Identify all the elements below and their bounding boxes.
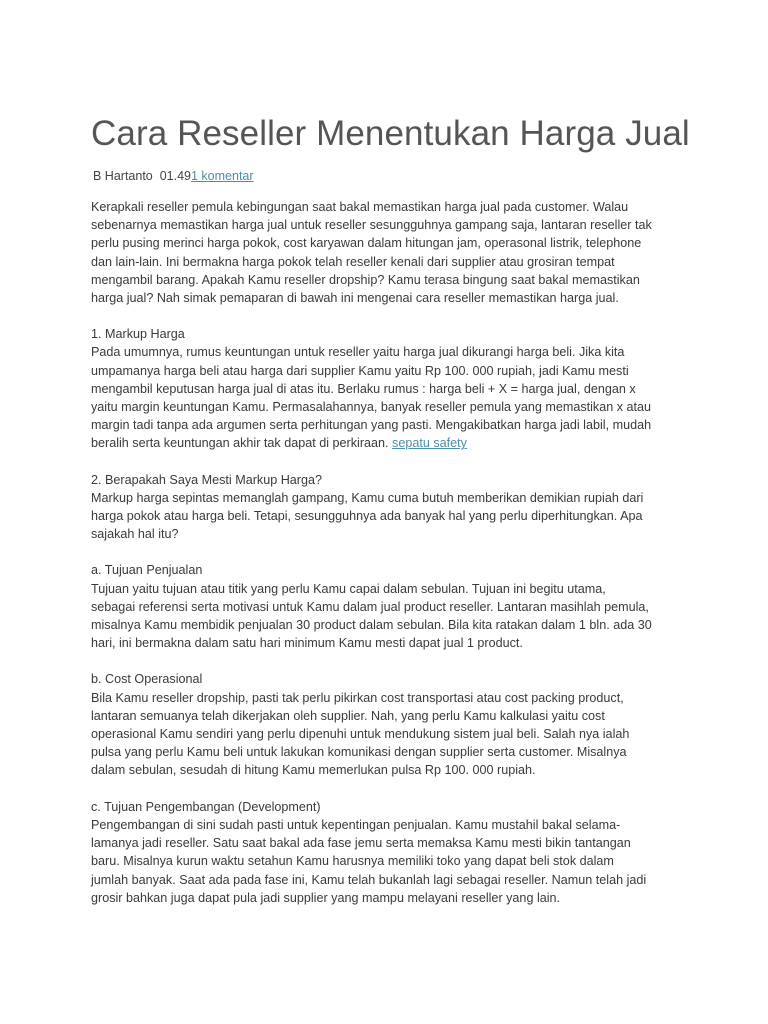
paragraph-cost-operasional [91, 670, 683, 779]
paragraph-markup-harga [91, 325, 683, 452]
post-meta [93, 168, 254, 184]
section-heading: 2. Berapakah Saya Mesti Markup Harga? [91, 472, 323, 487]
text-line: Bila Kamu reseller dropship, pasti tak perlu pikirkan cost transportasi atau cost packing product, [91, 690, 624, 705]
section-heading: 1. Markup Harga [91, 327, 185, 342]
section-heading: c. Tujuan Pengembangan (Development) [91, 799, 321, 814]
post-time: 01.49 [159, 169, 191, 183]
paragraph-tujuan-pengembangan [91, 798, 683, 907]
text-line: sebagai referensi serta motivasi untuk Kamu dalam jual product reseller. Lantaran masihlah pemula, [91, 599, 649, 614]
text-line: yaitu margin keuntungan Kamu. Permasalahannya, banyak reseller pemula yang memastikan x atau [91, 400, 652, 415]
text-line: jumlah banyak. Saat ada pada fase ini, Kamu telah bukanlah lagi sebagai reseller. Namun telah jadi [91, 872, 647, 887]
text-line: lamanya jadi reseller. Satu saat bakal ada fase jemu serta memaksa Kamu mesti bikin tantangan [91, 836, 631, 851]
text-line: dan lain-lain. Ini bermakna harga pokok telah reseller kenali dari supplier atau grosiran tempat [91, 254, 615, 269]
text-line: mengambil keputusan harga jual di atas itu. Berlaku rumus : harga beli + X = harga jual, dengan x [91, 381, 636, 396]
text-line: operasional Kamu sendiri yang perlu dipenuhi untuk mendukung sistem jual beli. Salah nya ialah [91, 727, 630, 742]
section-heading: a. Tujuan Penjualan [91, 563, 203, 578]
section-heading: b. Cost Operasional [91, 672, 203, 687]
page-title: Cara Reseller Menentukan Harga Jual [91, 114, 690, 153]
text-line: perlu pusing merinci harga pokok, cost karyawan dalam hitungan jam, operasonal listrik, telephone [91, 236, 642, 251]
paragraph-intro [91, 198, 683, 307]
text-line: harga pokok atau harga beli. Tetapi, sesungguhnya ada banyak hal yang perlu diperhitungkan. Apa [91, 509, 643, 524]
text-line: dalam sebulan, sesudah di hitung Kamu memerlukan pulsa Rp 100. 000 rupiah. [91, 763, 536, 778]
text-line: mengambil barang. Apakah Kamu reseller dropship? Kamu terasa bingung saat bakal memastikan [91, 272, 640, 287]
article-body [91, 198, 683, 907]
text-line: Markup harga sepintas memanglah gampang, Kamu cuma butuh memberikan demikian rupiah dari [91, 490, 644, 505]
text-line: Kerapkali reseller pemula kebingungan saat bakal memastikan harga jual pada customer. Walau [91, 200, 629, 214]
paragraph-berapakah [91, 471, 683, 544]
text-line: harga jual? Nah simak pemaparan di bawah ini mengenai cara reseller memastikan harga jual. [91, 291, 619, 306]
text-line: Pengembangan di sini sudah pasti untuk kepentingan penjualan. Kamu mustahil bakal selama- [91, 817, 621, 832]
text-line: grosir bahkan juga dapat pula jadi supplier yang mampu melayani reseller yang lain. [91, 890, 561, 905]
text-line: lantaran semuanya telah dikerjakan oleh supplier. Nah, yang perlu Kamu kalkulasi yaitu cost [91, 708, 605, 723]
text-line: umpamanya harga beli atau harga dari supplier Kamu yaitu Rp 100. 000 rupiah, jadi Kamu mesti [91, 363, 629, 378]
comments-link[interactable]: 1 komentar [191, 169, 254, 183]
text-line: sebenarnya memastikan harga jual untuk reseller sesungguhnya gampang saja, lantaran reseller tak [91, 218, 652, 233]
text-line: baru. Misalnya kurun waktu setahun Kamu harusnya memiliki toko yang dapat beli stok dalam [91, 854, 614, 869]
text-line: sajakah hal itu? [91, 527, 179, 542]
text-line: Tujuan yaitu tujuan atau titik yang perlu Kamu capai dalam sebulan. Tujuan ini begitu utama, [91, 581, 606, 596]
text-line-content: beralih serta keuntungan akhir tak dapat di perkiraan. [91, 436, 389, 451]
text-line [91, 434, 683, 452]
text-line: Pada umumnya, rumus keuntungan untuk reseller yaitu harga jual dikurangi harga beli. Jika kita [91, 345, 625, 360]
text-line: pulsa yang perlu Kamu beli untuk lakukan komunikasi dengan supplier serta customer. Misalnya [91, 745, 627, 760]
text-line: margin tadi tanpa ada argumen serta perhitungan yang pasti. Mengakibatkan harga jadi labil, mudah [91, 418, 652, 433]
paragraph-tujuan-penjualan [91, 561, 683, 652]
text-line: misalnya Kamu membidik penjualan 30 product dalam sebulan. Bila kita ratakan dalam 1 bln. ada 30 [91, 618, 652, 633]
text-line: hari, ini bermakna dalam satu hari minimum Kamu mesti dapat jual 1 product. [91, 636, 523, 651]
post-author: B Hartanto [93, 169, 153, 183]
sepatu-safety-link[interactable]: sepatu safety [392, 436, 467, 451]
